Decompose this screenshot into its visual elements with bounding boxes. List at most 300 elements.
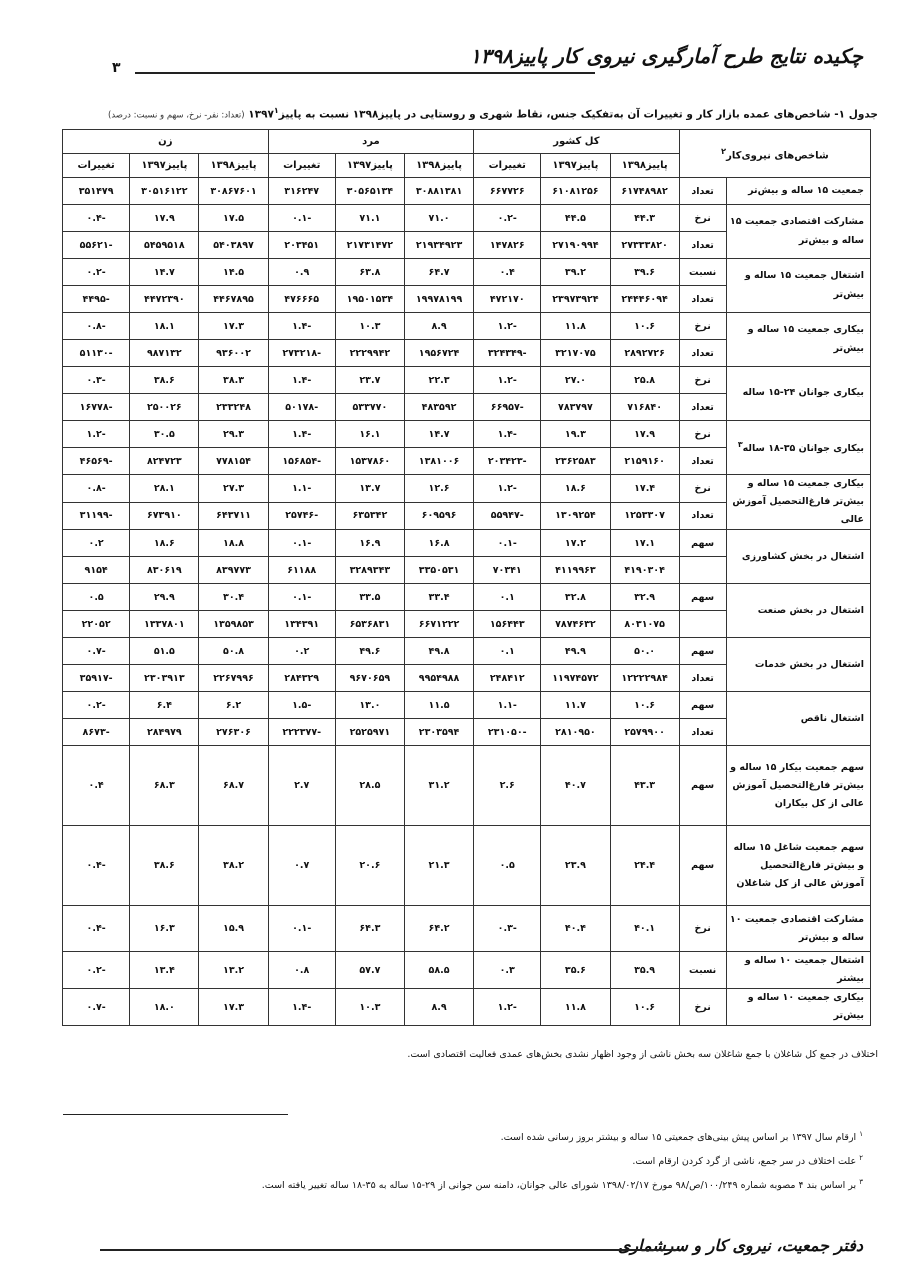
- value-cell: ۳۱۶۲۴۷: [268, 178, 335, 205]
- unit-cell: نرخ: [679, 475, 726, 503]
- value-cell: ۱۱.۵: [404, 692, 473, 719]
- footnote-1-num: ۱: [859, 1130, 863, 1138]
- value-cell: ۳۰۸۶۷۶۰۱: [199, 178, 268, 205]
- value-cell: ۱۶.۸: [404, 530, 473, 557]
- value-cell: ۰.۹: [268, 259, 335, 286]
- unit-cell: تعداد: [679, 340, 726, 367]
- value-cell: -۱.۲: [474, 367, 541, 394]
- indicator-label: بیکاری جمعیت ۱۰ ساله و بیش‌تر: [747, 992, 864, 1022]
- value-cell: ۸.۹: [404, 313, 473, 340]
- footnote-3-text: بر اساس بند ۴ مصوبه شماره ۱۰۰/۲۴۹/ص/۹۸ مورخ ۱۳۹۸/۰۲/۱۷ شورای عالی جوانان، دامنه سن جوانی از ۲۹-۱۵ ساله به ۳۵-۱۸ ساله تغییر یافته است.: [261, 1180, 857, 1192]
- value-cell: ۱۶.۹: [335, 530, 404, 557]
- indicator-label: اشتغال جمعیت ۱۰ ساله و بیشتر: [744, 955, 864, 985]
- value-cell: ۲۳۹۷۳۹۲۴: [541, 286, 610, 313]
- value-cell: ۳۱.۲: [404, 746, 473, 826]
- value-cell: ۱۵.۹: [199, 906, 268, 952]
- indicator-label: سهم جمعیت شاغل ۱۵ ساله و بیش‌تر فارغ‌التحصیل آموزش عالی از کل شاغلان: [733, 841, 864, 889]
- value-cell: ۱۰.۳: [335, 313, 404, 340]
- value-cell: ۶.۴: [130, 692, 199, 719]
- value-cell: ۲۱.۳: [404, 826, 473, 906]
- indicator-name: [726, 952, 870, 989]
- value-cell: ۲۳.۷: [335, 367, 404, 394]
- value-cell: -۰.۴: [63, 906, 130, 952]
- value-cell: ۹۹۵۴۹۸۸: [404, 665, 473, 692]
- value-cell: -۰.۱: [268, 530, 335, 557]
- value-cell: -۰.۲: [63, 952, 130, 989]
- value-cell: -۲۰۳۴۲۳: [474, 448, 541, 475]
- value-cell: ۴۴۷۲۳۹۰: [130, 286, 199, 313]
- value-cell: ۳۳.۵: [335, 584, 404, 611]
- value-cell: ۲۷.۰: [541, 367, 610, 394]
- group-header-total: کل کشور: [474, 130, 680, 154]
- value-cell: ۶۵۳۶۸۳۱: [335, 611, 404, 638]
- value-cell: ۲۵.۸: [610, 367, 679, 394]
- indicator-label: اشتغال در بخش کشاورزی: [741, 550, 864, 562]
- value-cell: ۱۷.۵: [199, 205, 268, 232]
- value-cell: -۶۶۹۵۷: [474, 394, 541, 421]
- value-cell: ۱۶.۳: [130, 906, 199, 952]
- value-cell: ۳۵۱۴۷۹: [63, 178, 130, 205]
- value-cell: ۳۳۵۰۵۳۱: [404, 557, 473, 584]
- unit-cell: سهم: [679, 746, 726, 826]
- value-cell: ۲۲۶۷۹۹۶: [199, 665, 268, 692]
- indicator-name: [726, 205, 870, 259]
- value-cell: ۳۸.۳: [199, 367, 268, 394]
- value-cell: ۲۲۲۹۹۴۲: [335, 340, 404, 367]
- value-cell: -۵۵۶۲۱: [63, 232, 130, 259]
- value-cell: ۷۷۸۱۵۴: [199, 448, 268, 475]
- value-cell: ۱۳.۷: [335, 475, 404, 503]
- value-cell: ۶۷۳۹۱۰: [130, 502, 199, 530]
- value-cell: ۱۸.۰: [130, 989, 199, 1026]
- sub-header: تغییرات: [268, 154, 335, 178]
- indicator-header-label: شاخص‌های نیروی‌کار: [726, 150, 829, 162]
- value-cell: -۵۱۱۳۰: [63, 340, 130, 367]
- value-cell: -۱.۴: [268, 421, 335, 448]
- value-cell: ۵۴۵۹۵۱۸: [130, 232, 199, 259]
- value-cell: ۰.۵: [474, 826, 541, 906]
- value-cell: -۰.۸: [63, 475, 130, 503]
- table-row: [63, 367, 871, 394]
- indicator-name: [726, 178, 870, 205]
- labour-indicators-table: [62, 129, 871, 1026]
- value-cell: ۲۷۳۳۳۸۲۰: [610, 232, 679, 259]
- indicator-sup: ۳: [737, 439, 743, 449]
- unit-cell: تعداد: [679, 232, 726, 259]
- indicator-name: [726, 826, 870, 906]
- value-cell: ۰.۲: [268, 638, 335, 665]
- indicator-name: [726, 989, 870, 1026]
- page-number: ۳: [112, 60, 121, 76]
- footnote-2-text: علت اختلاف در سر جمع، ناشی از گرد کردن ارقام است.: [632, 1156, 857, 1168]
- table-row: [63, 826, 871, 906]
- value-cell: ۱۰.۶: [610, 692, 679, 719]
- value-cell: ۱۴.۷: [404, 421, 473, 448]
- indicator-name: [726, 421, 870, 475]
- value-cell: ۱۹۹۷۸۱۹۹: [404, 286, 473, 313]
- value-cell: -۲۳۱۰۵۰: [474, 719, 541, 746]
- value-cell: -۰.۱: [268, 205, 335, 232]
- table-row: [63, 584, 871, 611]
- value-cell: -۱.۴: [474, 421, 541, 448]
- value-cell: ۳۲۱۷۰۷۵: [541, 340, 610, 367]
- value-cell: ۱۸.۶: [541, 475, 610, 503]
- value-cell: ۶۱۱۸۸: [268, 557, 335, 584]
- unit-cell: تعداد: [679, 719, 726, 746]
- value-cell: ۱۶.۱: [335, 421, 404, 448]
- value-cell: ۱۱.۸: [541, 989, 610, 1026]
- value-cell: ۳۰۵۶۵۱۳۴: [335, 178, 404, 205]
- value-cell: -۰.۱: [268, 584, 335, 611]
- sub-header: پاییز۱۳۹۷: [130, 154, 199, 178]
- value-cell: ۱۷.۳: [199, 989, 268, 1026]
- unit-cell: تعداد: [679, 502, 726, 530]
- value-cell: -۰.۳: [474, 906, 541, 952]
- indicator-label: بیکاری جمعیت ۱۵ ساله و بیش‌تر فارغ‌التحصیل آموزش عالی: [732, 478, 864, 526]
- value-cell: ۱۷.۹: [130, 205, 199, 232]
- footnote-1-text: ارقام سال ۱۳۹۷ بر اساس پیش بینی‌های جمعیتی ۱۵ ساله و بیشتر بروز رسانی شده است.: [500, 1132, 857, 1144]
- footnote-2: [632, 1154, 863, 1167]
- value-cell: -۰.۱: [268, 906, 335, 952]
- value-cell: ۲۵۲۵۹۷۱: [335, 719, 404, 746]
- indicator-label: مشارکت اقتصادی جمعیت ۱۵ ساله و بیش‌تر: [729, 216, 864, 246]
- value-cell: ۸۳۰۶۱۹: [130, 557, 199, 584]
- value-cell: ۱۲۵۳۳۰۷: [610, 502, 679, 530]
- value-cell: ۶۳.۸: [335, 259, 404, 286]
- table-row: [63, 421, 871, 448]
- indicator-label: بیکاری جمعیت ۱۵ ساله و بیش‌تر: [747, 324, 864, 354]
- value-cell: -۴۴۹۵: [63, 286, 130, 313]
- table-row: [63, 746, 871, 826]
- table-row: [63, 989, 871, 1026]
- value-cell: ۹۱۵۴: [63, 557, 130, 584]
- value-cell: ۶۱۰۸۱۲۵۶: [541, 178, 610, 205]
- value-cell: -۲۵۷۴۶: [268, 502, 335, 530]
- value-cell: ۲۴۴۴۶۰۹۴: [610, 286, 679, 313]
- value-cell: ۱۳۰۹۲۵۴: [541, 502, 610, 530]
- value-cell: ۶۴.۷: [404, 259, 473, 286]
- value-cell: ۳۰.۵: [130, 421, 199, 448]
- value-cell: ۲۴۸۴۱۲: [474, 665, 541, 692]
- value-cell: -۱.۴: [268, 367, 335, 394]
- value-cell: ۱۴.۷: [130, 259, 199, 286]
- indicator-name: [726, 906, 870, 952]
- indicator-name: [726, 367, 870, 421]
- unit-cell: سهم: [679, 584, 726, 611]
- unit-cell: سهم: [679, 692, 726, 719]
- table-row: [63, 692, 871, 719]
- table-row: [63, 178, 871, 205]
- value-cell: ۲۷.۳: [199, 475, 268, 503]
- value-cell: ۱۳۵۹۸۵۳: [199, 611, 268, 638]
- table-row: [63, 906, 871, 952]
- value-cell: ۴۷۲۱۷۰: [474, 286, 541, 313]
- value-cell: ۲۸۴۳۲۹: [268, 665, 335, 692]
- value-cell: ۱۴۷۸۲۶: [474, 232, 541, 259]
- value-cell: ۱۷.۱: [610, 530, 679, 557]
- value-cell: -۱۵۶۸۵۴: [268, 448, 335, 475]
- value-cell: ۱۷.۹: [610, 421, 679, 448]
- value-cell: ۶۶۷۱۲۲۲: [404, 611, 473, 638]
- unit-cell: سهم: [679, 826, 726, 906]
- value-cell: ۲۵۰۰۲۶: [130, 394, 199, 421]
- group-header-female: زن: [63, 130, 269, 154]
- value-cell: -۲۲۲۳۷۷: [268, 719, 335, 746]
- value-cell: ۴۴.۳: [610, 205, 679, 232]
- value-cell: ۴۱۱۹۹۶۳: [541, 557, 610, 584]
- value-cell: ۳۰.۴: [199, 584, 268, 611]
- value-cell: -۱.۲: [63, 421, 130, 448]
- value-cell: -۴۶۵۶۹: [63, 448, 130, 475]
- value-cell: -۱.۱: [474, 692, 541, 719]
- value-cell: ۳۵.۶: [541, 952, 610, 989]
- value-cell: -۰.۷: [63, 989, 130, 1026]
- value-cell: ۴۴۶۷۸۹۵: [199, 286, 268, 313]
- value-cell: ۲۷۱۹۰۹۹۴: [541, 232, 610, 259]
- unit-cell: تعداد: [679, 178, 726, 205]
- unit-cell: تعداد: [679, 286, 726, 313]
- value-cell: ۶۴۳۷۱۱: [199, 502, 268, 530]
- footnote-3: [262, 1178, 863, 1191]
- value-cell: ۷۱.۱: [335, 205, 404, 232]
- caption-sup: ۱: [273, 106, 279, 115]
- value-cell: ۳۲.۹: [610, 584, 679, 611]
- table-row: [63, 530, 871, 557]
- value-cell: ۱۵۶۴۴۳: [474, 611, 541, 638]
- value-cell: ۴۹.۶: [335, 638, 404, 665]
- value-cell: ۱۳۳۷۸۰۱: [130, 611, 199, 638]
- value-cell: ۳۳.۴: [404, 584, 473, 611]
- value-cell: -۰.۲: [63, 692, 130, 719]
- value-cell: ۳۹.۲: [541, 259, 610, 286]
- value-cell: ۶۰۹۵۹۶: [404, 502, 473, 530]
- value-cell: ۲۸.۱: [130, 475, 199, 503]
- sub-header: تغییرات: [474, 154, 541, 178]
- value-cell: -۵۰۱۷۸: [268, 394, 335, 421]
- value-cell: ۰.۲: [63, 530, 130, 557]
- indicator-name: [726, 259, 870, 313]
- value-cell: ۱۷.۳: [199, 313, 268, 340]
- value-cell: ۴۸۳۵۹۲: [404, 394, 473, 421]
- footnote-1: [501, 1130, 863, 1143]
- value-cell: ۹۳۶۰۰۲: [199, 340, 268, 367]
- indicator-label: اشتغال ناقص: [800, 712, 864, 724]
- value-cell: ۲۱۷۳۱۴۷۲: [335, 232, 404, 259]
- table-row: [63, 952, 871, 989]
- value-cell: ۱۲.۶: [404, 475, 473, 503]
- value-cell: ۹۶۷۰۶۵۹: [335, 665, 404, 692]
- value-cell: ۲۹.۳: [199, 421, 268, 448]
- value-cell: ۳۲۸۹۳۴۳: [335, 557, 404, 584]
- value-cell: ۰.۱: [474, 638, 541, 665]
- value-cell: ۱۰.۶: [610, 313, 679, 340]
- value-cell: ۸.۹: [404, 989, 473, 1026]
- group-header-male: مرد: [268, 130, 474, 154]
- value-cell: ۲۱۹۳۴۹۲۳: [404, 232, 473, 259]
- value-cell: ۱۸.۶: [130, 530, 199, 557]
- value-cell: -۳۱۱۹۹: [63, 502, 130, 530]
- table-row: [63, 259, 871, 286]
- value-cell: ۷۱.۰: [404, 205, 473, 232]
- unit-cell: نرخ: [679, 421, 726, 448]
- value-cell: -۰.۲: [63, 259, 130, 286]
- value-cell: ۱۸.۸: [199, 530, 268, 557]
- value-cell: ۲۸۹۲۷۲۶: [610, 340, 679, 367]
- indicator-label: اشتغال جمعیت ۱۵ ساله و بیش‌تر: [744, 270, 864, 300]
- value-cell: ۵۰.۸: [199, 638, 268, 665]
- unit-cell: نسبت: [679, 952, 726, 989]
- value-cell: ۶۴.۲: [404, 906, 473, 952]
- value-cell: ۱۱.۷: [541, 692, 610, 719]
- value-cell: -۲۷۳۲۱۸: [268, 340, 335, 367]
- indicator-name: [726, 638, 870, 692]
- indicator-label: اشتغال در بخش خدمات: [754, 658, 864, 670]
- value-cell: ۲۳۰۳۵۹۴: [404, 719, 473, 746]
- value-cell: ۲۰۳۴۵۱: [268, 232, 335, 259]
- value-cell: ۳۹.۶: [610, 259, 679, 286]
- value-cell: ۵۴۰۳۸۹۷: [199, 232, 268, 259]
- value-cell: ۷۱۶۸۴۰: [610, 394, 679, 421]
- value-cell: ۵۳۳۷۷۰: [335, 394, 404, 421]
- value-cell: -۱.۵: [268, 692, 335, 719]
- unit-cell: [679, 611, 726, 638]
- value-cell: ۲۸.۵: [335, 746, 404, 826]
- value-cell: ۹۸۷۱۳۲: [130, 340, 199, 367]
- sub-header: تغییرات: [63, 154, 130, 178]
- value-cell: -۸۶۷۳: [63, 719, 130, 746]
- sub-header: پاییز۱۳۹۷: [335, 154, 404, 178]
- indicator-header-sup: ۲: [721, 145, 727, 156]
- value-cell: ۸۰۳۱۰۷۵: [610, 611, 679, 638]
- value-cell: ۶۸.۷: [199, 746, 268, 826]
- value-cell: ۲۸۱۰۹۵۰: [541, 719, 610, 746]
- value-cell: ۴۱۹۰۳۰۴: [610, 557, 679, 584]
- table-row: [63, 638, 871, 665]
- value-cell: ۱۳۴۳۹۱: [268, 611, 335, 638]
- value-cell: ۰.۷: [268, 826, 335, 906]
- value-cell: ۴۹.۹: [541, 638, 610, 665]
- indicator-name: [726, 530, 870, 584]
- indicator-label: بیکاری جوانان ۳۵-۱۸ ساله: [742, 443, 864, 455]
- value-cell: ۲۳۳۲۴۸: [199, 394, 268, 421]
- value-cell: -۱.۲: [474, 989, 541, 1026]
- value-cell: ۰.۴: [474, 259, 541, 286]
- value-cell: ۸۲۴۷۲۳: [130, 448, 199, 475]
- indicator-label: سهم جمعیت بیکار ۱۵ ساله و بیش‌تر فارغ‌التحصیل آموزش عالی از کل بیکاران: [730, 761, 864, 809]
- value-cell: ۶۸.۳: [130, 746, 199, 826]
- value-cell: ۰.۴: [63, 746, 130, 826]
- value-cell: ۲.۷: [268, 746, 335, 826]
- value-cell: -۰.۱: [474, 530, 541, 557]
- value-cell: ۴۳.۳: [610, 746, 679, 826]
- sub-header: پاییز۱۳۹۸: [610, 154, 679, 178]
- value-cell: ۱۴.۵: [199, 259, 268, 286]
- value-cell: ۳۸.۶: [130, 826, 199, 906]
- value-cell: ۳۲.۸: [541, 584, 610, 611]
- indicator-name: [726, 746, 870, 826]
- value-cell: ۷۰۳۴۱: [474, 557, 541, 584]
- sub-header: پاییز۱۳۹۸: [404, 154, 473, 178]
- value-cell: -۰.۲: [474, 205, 541, 232]
- value-cell: -۰.۸: [63, 313, 130, 340]
- unit-cell: سهم: [679, 638, 726, 665]
- value-cell: ۱۷.۴: [610, 475, 679, 503]
- indicator-name: [726, 313, 870, 367]
- value-cell: ۲۷۶۳۰۶: [199, 719, 268, 746]
- value-cell: ۲۹.۹: [130, 584, 199, 611]
- value-cell: -۱.۱: [268, 475, 335, 503]
- value-cell: ۱۹.۳: [541, 421, 610, 448]
- value-cell: ۱۸.۱: [130, 313, 199, 340]
- value-cell: -۰.۴: [63, 205, 130, 232]
- value-cell: ۶۶۷۷۲۶: [474, 178, 541, 205]
- value-cell: ۳۸.۶: [130, 367, 199, 394]
- value-cell: ۱۳۸۱۰۰۶: [404, 448, 473, 475]
- table-row: [63, 205, 871, 232]
- value-cell: ۰.۵: [63, 584, 130, 611]
- indicator-label: جمعیت ۱۵ ساله و بیش‌تر: [748, 184, 864, 196]
- value-cell: ۱۳.۰: [335, 692, 404, 719]
- table-row: [63, 313, 871, 340]
- value-cell: -۰.۴: [63, 826, 130, 906]
- value-cell: ۱۰.۳: [335, 989, 404, 1026]
- indicator-name: [726, 584, 870, 638]
- report-title: چکیده نتایج طرح آمارگیری نیروی کار پاییز۱۳۹۸: [470, 44, 863, 68]
- value-cell: ۳۰۸۸۱۳۸۱: [404, 178, 473, 205]
- header-rule: [135, 72, 595, 74]
- indicator-name: [726, 475, 870, 530]
- value-cell: -۱.۴: [268, 989, 335, 1026]
- value-cell: ۵۰.۰: [610, 638, 679, 665]
- value-cell: ۴۰.۷: [541, 746, 610, 826]
- value-cell: ۱۱.۸: [541, 313, 610, 340]
- unit-cell: تعداد: [679, 448, 726, 475]
- value-cell: ۶۴.۳: [335, 906, 404, 952]
- value-cell: ۲۰.۶: [335, 826, 404, 906]
- value-cell: ۸۳۹۷۷۳: [199, 557, 268, 584]
- unit-cell: نسبت: [679, 259, 726, 286]
- value-cell: ۱۳.۴: [130, 952, 199, 989]
- sub-header: پاییز۱۳۹۷: [541, 154, 610, 178]
- footer-office: دفتر جمعیت، نیروی کار و سرشماری: [617, 1236, 863, 1255]
- footnote-2-num: ۲: [859, 1154, 863, 1162]
- unit-cell: نرخ: [679, 906, 726, 952]
- unit-cell: نرخ: [679, 313, 726, 340]
- value-cell: ۷۸۳۷۹۷: [541, 394, 610, 421]
- value-cell: ۴۰.۴: [541, 906, 610, 952]
- unit-cell: نرخ: [679, 367, 726, 394]
- unit-cell: سهم: [679, 530, 726, 557]
- value-cell: ۱۹۵۰۱۵۳۴: [335, 286, 404, 313]
- value-cell: -۱.۲: [474, 313, 541, 340]
- unit-cell: نرخ: [679, 989, 726, 1026]
- value-cell: ۵۸.۵: [404, 952, 473, 989]
- value-cell: ۴۰.۱: [610, 906, 679, 952]
- value-cell: ۱۲۲۲۲۹۸۴: [610, 665, 679, 692]
- value-cell: ۱۷.۲: [541, 530, 610, 557]
- value-cell: ۶۱۷۴۸۹۸۲: [610, 178, 679, 205]
- value-cell: ۴۷۶۶۶۵: [268, 286, 335, 313]
- value-cell: ۲۲.۳: [404, 367, 473, 394]
- value-cell: ۱۰.۶: [610, 989, 679, 1026]
- value-cell: ۵۱.۵: [130, 638, 199, 665]
- value-cell: -۱.۴: [268, 313, 335, 340]
- footer-rule: [100, 1249, 678, 1251]
- value-cell: ۱۱۹۷۴۵۷۲: [541, 665, 610, 692]
- value-cell: ۲۳.۹: [541, 826, 610, 906]
- value-cell: ۲۱۵۹۱۶۰: [610, 448, 679, 475]
- value-cell: ۳۰۵۱۶۱۲۲: [130, 178, 199, 205]
